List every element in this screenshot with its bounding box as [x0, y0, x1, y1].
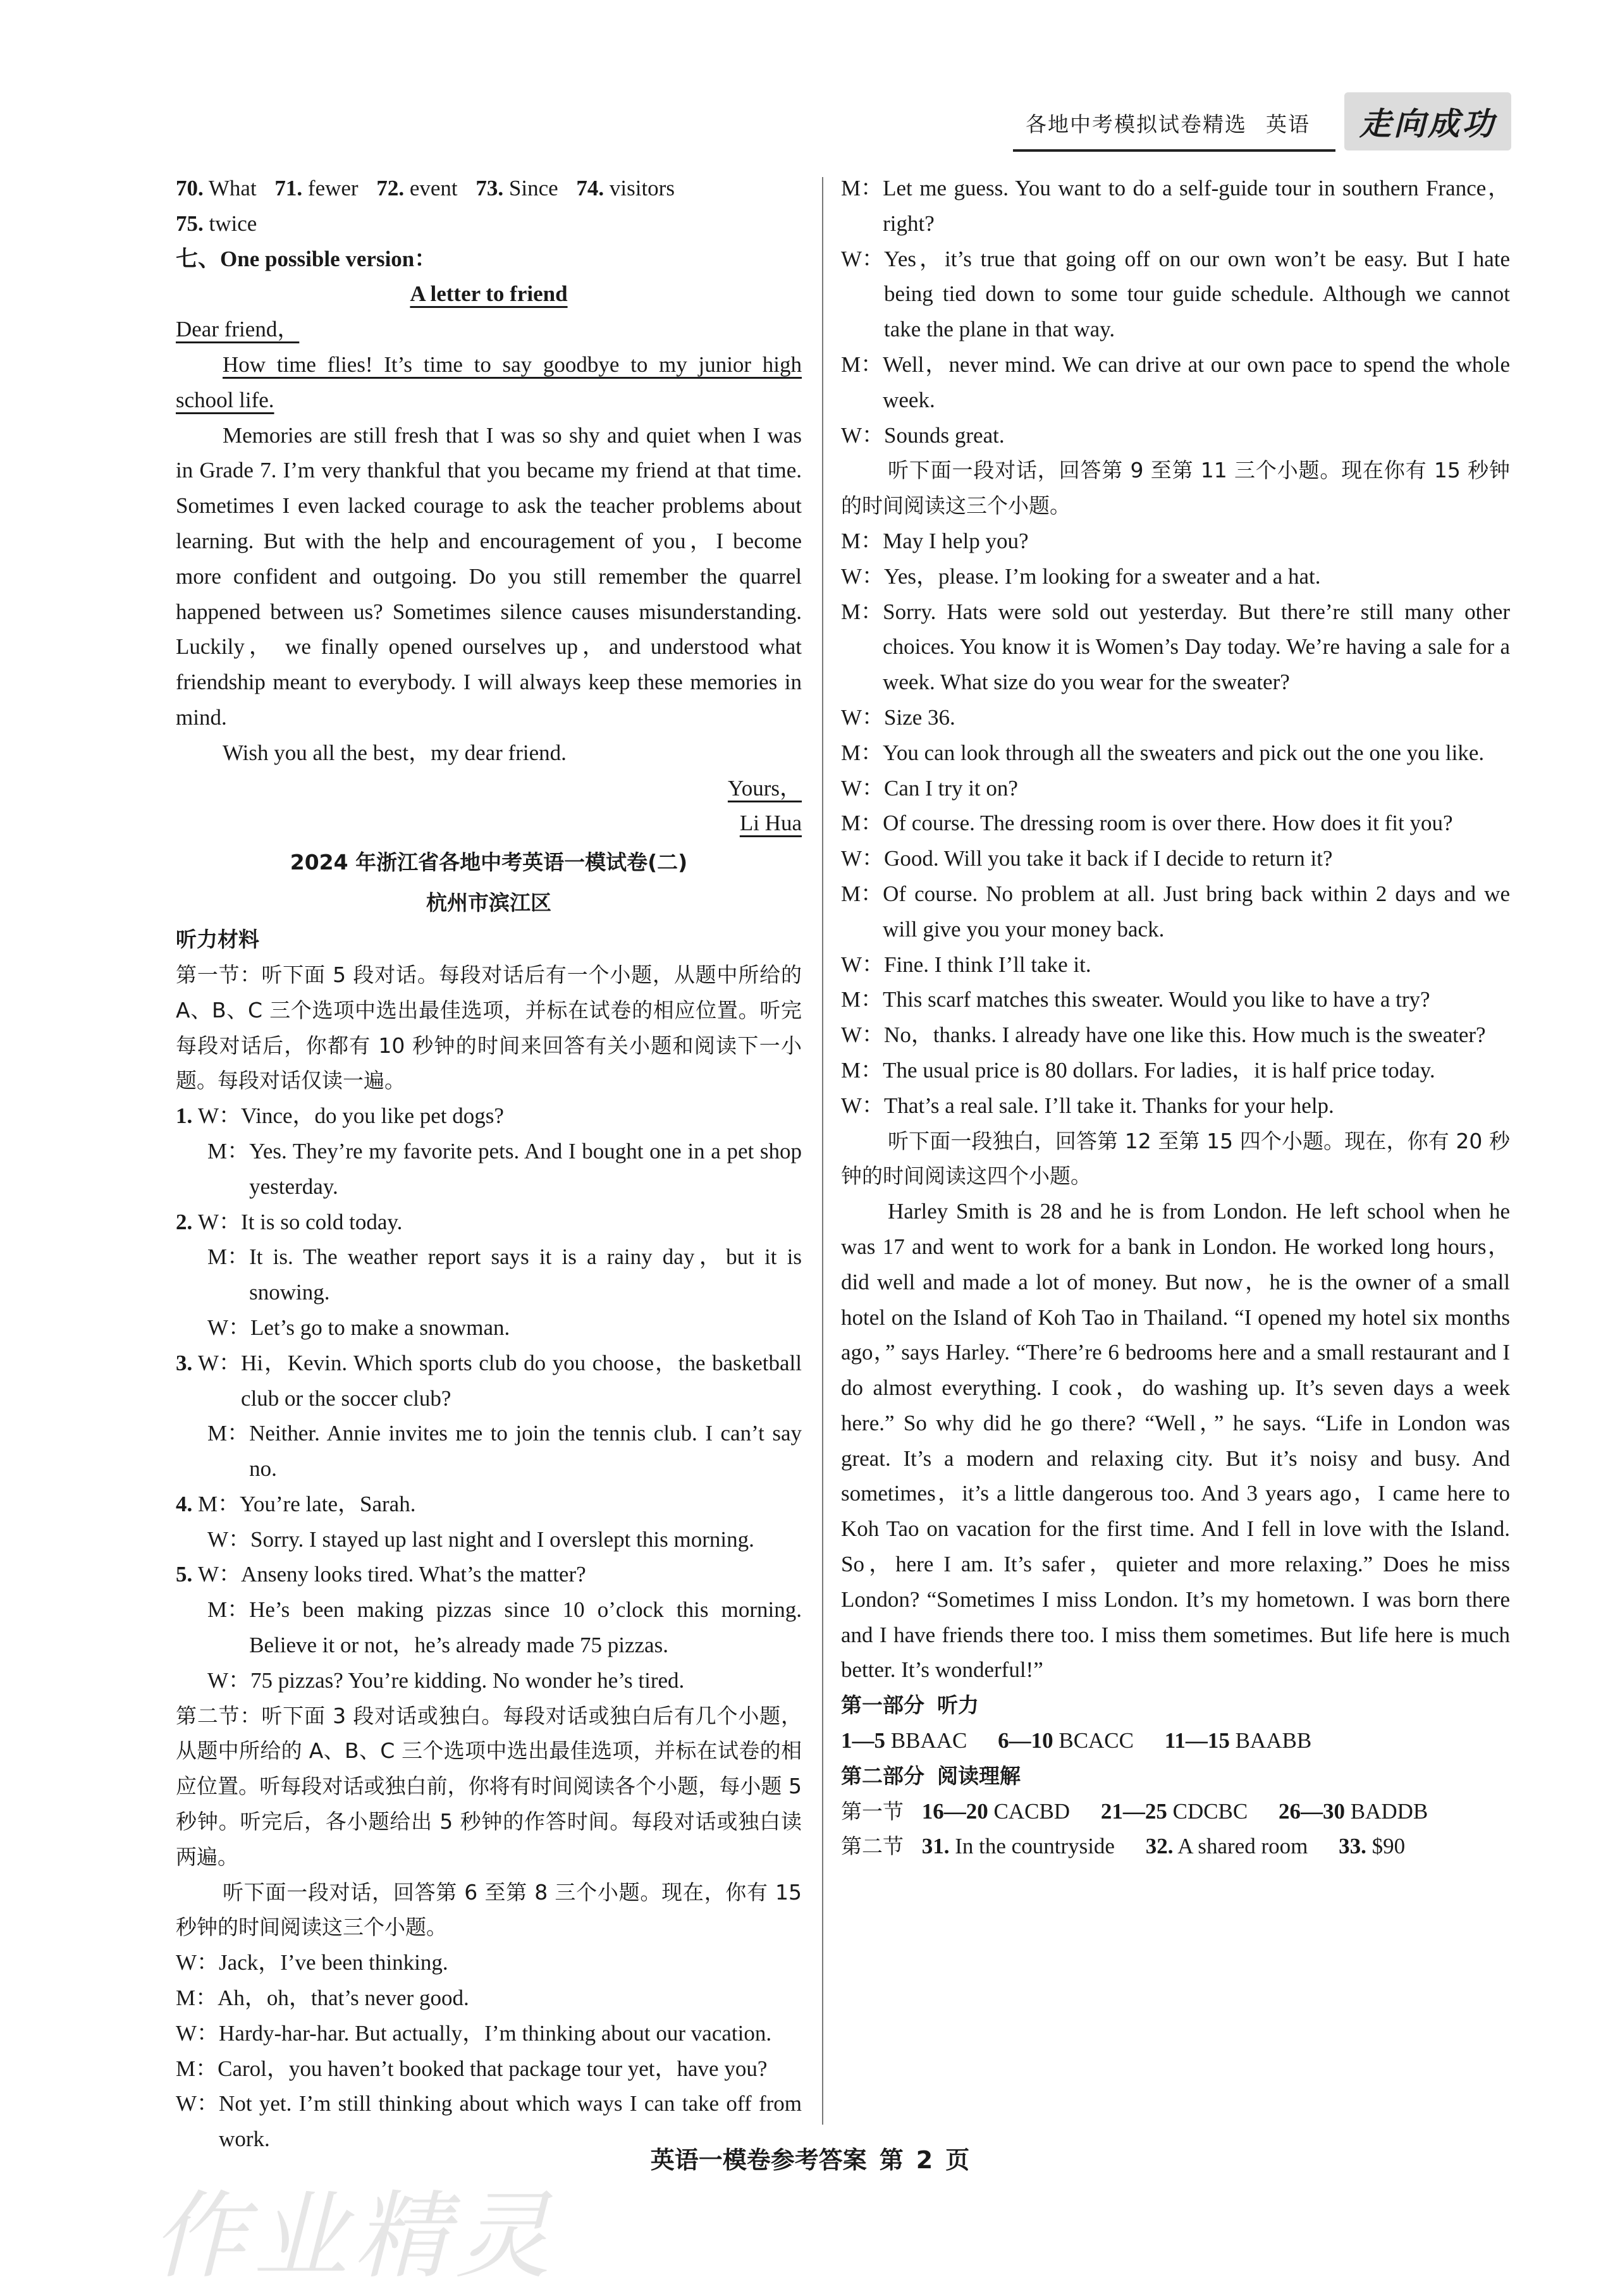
dialogue-line: W： Good. Will you take it back if I decide to return it?	[841, 846, 1333, 871]
dialogue-line: M： You can look through all the sweaters and pick out the one you like.	[841, 740, 1485, 765]
left-column	[176, 171, 802, 2157]
dialogue-1	[176, 1945, 802, 2157]
section2-intro: 第二节：听下面 3 段对话或独白。每段对话或独白后有几个小题，从题中所给的 A、B、C 三个选项中选出最佳选项，并标在试卷的相应位置。听每段对话或独白前，你将有时间阅读各个小题，每小题 5 秒钟。听完后，各小题给出 5 秒钟的作答时间。每段对话或独白读两遍。	[176, 1703, 802, 1869]
dialogue-line: M： Well，never mind. We can drive at our own pace to spend the whole week.	[841, 352, 1510, 412]
dialogue-line: W： Not yet. I’m still thinking about which ways I can take off from work.	[176, 2091, 802, 2152]
dialogue-line: 5. W： Anseny looks tired. What’s the matter?	[176, 1562, 586, 1587]
exam-subtitle: 杭州市滨江区	[426, 890, 551, 916]
letter-closing: Yours，	[727, 775, 802, 801]
question-1	[176, 1098, 802, 1204]
letter-para-2: Memories are still fresh that I was so shy and quiet when I was in Grade 7. I’m very thankful that you became my friend at that time. Sometimes I even lacked courage to ask the teacher problems about learning. But with the help and encouragement of you，I become more confident and outgoing. Do you still remember the quarrel happened between us? Sometimes silence causes misunderstanding. Luckily， we finally opened ourselves up，and understood what friendship meant to everybody. I will always keep these memories in mind.	[176, 422, 802, 730]
dialogue-line: M： This scarf matches this sweater. Would you like to have a try?	[841, 987, 1430, 1012]
dialogue-line: W： Yes，please. I’m looking for a sweater and a hat.	[841, 563, 1321, 589]
dialogue-line: W： Sounds great.	[841, 422, 1005, 448]
letter-title: A letter to friend	[410, 281, 568, 307]
dialogue-line: W： Let’s go to make a snowman.	[207, 1315, 510, 1340]
question-3	[176, 1346, 802, 1487]
dialogue-line: M： Ah，oh，that’s never good.	[176, 1986, 469, 2011]
monologue-text: Harley Smith is 28 and he is from London. He left school when he was 17 and went to work for a bank in London. He worked long hours，did well and made a lot of money. But now，he is the owner of a small hotel on the Island of Koh Tao in Thailand. “I opened my hotel six months ago，” says Harley. “There’re 6 bedrooms here and a small restaurant and I do almost everything. I cook，do washing up. It’s seven days a week here.” So why did he go there? “Well，” he says. “Life in London was great. It’s a modern and relaxing city. But it’s noisy and busy. And sometimes，it’s a little dangerous too. And 3 years ago，I came here to Koh Tao on vacation for the first time. And I fell in love with the Island. So，here I am. It’s safer，quieter and more relaxing.” Does he miss London? “Sometimes I miss London. It’s my hometown. I was born there and I have friends there too. I miss them sometimes. But life here is much better. It’s wonderful!”	[841, 1199, 1510, 1683]
watermark: 作业精灵	[152, 2182, 557, 2292]
page-footer: 英语一模卷参考答案 第 2 页	[650, 2146, 970, 2174]
right-column	[841, 171, 1510, 1864]
section1-intro: 第一节：听下面 5 段对话。每段对话后有一个小题，从题中所给的 A、B、C 三个选项中选出最佳选项，并标在试卷的相应位置。听完每段对话后，你都有 10 秒钟的时间来回答有关小题和阅读下一小题。每段对话仅读一遍。	[176, 962, 802, 1093]
dialogue-line: W： Sorry. I stayed up last night and I overslept this morning.	[207, 1526, 754, 1552]
dialogue-line: M： Of course. The dressing room is over there. How does it fit you?	[841, 811, 1453, 836]
dialogue-line: M： The usual price is 80 dollars. For ladies，it is half price today.	[841, 1057, 1435, 1083]
part2-sec1-answers: 第一节 16—20 CACBD 21—25 CDCBC 26—30 BADDB	[841, 1798, 1428, 1824]
question-4	[176, 1487, 802, 1557]
letter-signature: Li Hua	[739, 811, 802, 836]
answers-70-74: 70. What 71. fewer 72. event 73. Since 74. visitors	[176, 176, 675, 200]
dialogue-line: W： Fine. I think I’ll take it.	[841, 952, 1091, 977]
section7-heading: 七、One possible version：	[176, 246, 437, 271]
dialogue-line: W： Hardy-har-har. But actually，I’m thinking about our vacation.	[176, 2020, 772, 2046]
dialogue-line: W： That’s a real sale. I’ll take it. Thanks for your help.	[841, 1093, 1334, 1118]
dialogue-line: M： May I help you?	[841, 528, 1029, 553]
running-header	[1013, 95, 1511, 152]
dialogue1-intro: 听下面一段对话，回答第 6 至第 8 三个小题。现在，你有 15 秒钟的时间阅读这三个小题。	[176, 1879, 802, 1940]
dialogue2-intro: 听下面一段对话，回答第 9 至第 11 三个小题。现在你有 15 秒钟的时间阅读这三个小题。	[841, 458, 1510, 519]
dialogue-line: M： Neither. Annie invites me to join the tennis club. I can’t say no.	[207, 1421, 802, 1482]
dialogue-line: M： Sorry. Hats were sold out yesterday. But there’re still many other choices. You know it is Women’s Day today. We’re having a sale for a week. What size do you wear for the sweater?	[841, 599, 1510, 695]
brand-badge: 走向成功	[1344, 92, 1511, 150]
dialogue-line: 4. M： You’re late，Sarah.	[176, 1491, 416, 1516]
answer-75: 75. twice	[176, 211, 257, 236]
part2-heading: 第二部分 阅读理解	[841, 1763, 1021, 1788]
part1-heading: 第一部分 听力	[841, 1693, 979, 1718]
letter-salutation: Dear friend，	[176, 317, 300, 342]
dialogue-line: M： He’s been making pizzas since 10 o’clock this morning. Believe it or not，he’s already made 75 pizzas.	[207, 1597, 802, 1658]
listening-heading: 听力材料	[176, 927, 259, 952]
dialogue-line: 3. W： Hi，Kevin. Which sports club do you choose，the basketball club or the soccer club?	[176, 1350, 802, 1411]
exam-title: 2024 年浙江省各地中考英语一模试卷(二)	[290, 850, 688, 875]
dialogue-line: 2. W： It is so cold today.	[176, 1209, 403, 1234]
dialogue-line: M： Of course. No problem at all. Just bring back within 2 days and we will give you your money back.	[841, 881, 1510, 942]
monologue-intro: 听下面一段独白，回答第 12 至第 15 四个小题。现在，你有 20 秒钟的时间阅读这四个小题。	[841, 1128, 1510, 1189]
letter-para-1: How time flies! It’s time to say goodbye to my junior high school life.	[176, 352, 802, 412]
dialogue-line: W： Can I try it on?	[841, 775, 1018, 801]
dialogue-2	[841, 524, 1510, 1124]
header-title: 各地中考模拟试卷精选 英语	[1013, 108, 1335, 152]
dialogue-line: W： Yes，it’s true that going off on our own won’t be easy. But I hate being tied down to some tour guide schedule. Although we cannot take the plane in that way.	[841, 246, 1510, 342]
dialogue-line: M： Yes. They’re my favorite pets. And I bought one in a pet shop yesterday.	[207, 1138, 802, 1199]
dialogue-line: 1. W： Vince，do you like pet dogs?	[176, 1103, 504, 1129]
dialogue-line: W： 75 pizzas? You’re kidding. No wonder he’s tired.	[207, 1667, 685, 1693]
dialogue-line: W： Size 36.	[841, 704, 955, 730]
dialogue-line: M： Carol，you haven’t booked that package tour yet，have you?	[176, 2056, 768, 2081]
dialogue-line: M： Let me guess. You want to do a self-guide tour in southern France，right?	[841, 176, 1510, 236]
column-divider	[822, 177, 823, 2125]
part1-answers: 1—5 BBAAC 6—10 BCACC 11—15 BAABB	[841, 1728, 1312, 1753]
dialogue-line: M： It is. The weather report says it is a rainy day，but it is snowing.	[207, 1244, 802, 1305]
dialogue-line: W： No，thanks. I already have one like this. How much is the sweater?	[841, 1022, 1486, 1048]
letter-para-3: Wish you all the best，my dear friend.	[223, 740, 567, 765]
dialogue-line: W： Jack，I’ve been thinking.	[176, 1950, 448, 1975]
question-2	[176, 1205, 802, 1346]
dialogue-1-continued	[841, 171, 1510, 453]
question-5	[176, 1557, 802, 1698]
part2-sec2-answers: 第二节 31. In the countryside 32. A shared room 33. $90	[841, 1834, 1406, 1859]
